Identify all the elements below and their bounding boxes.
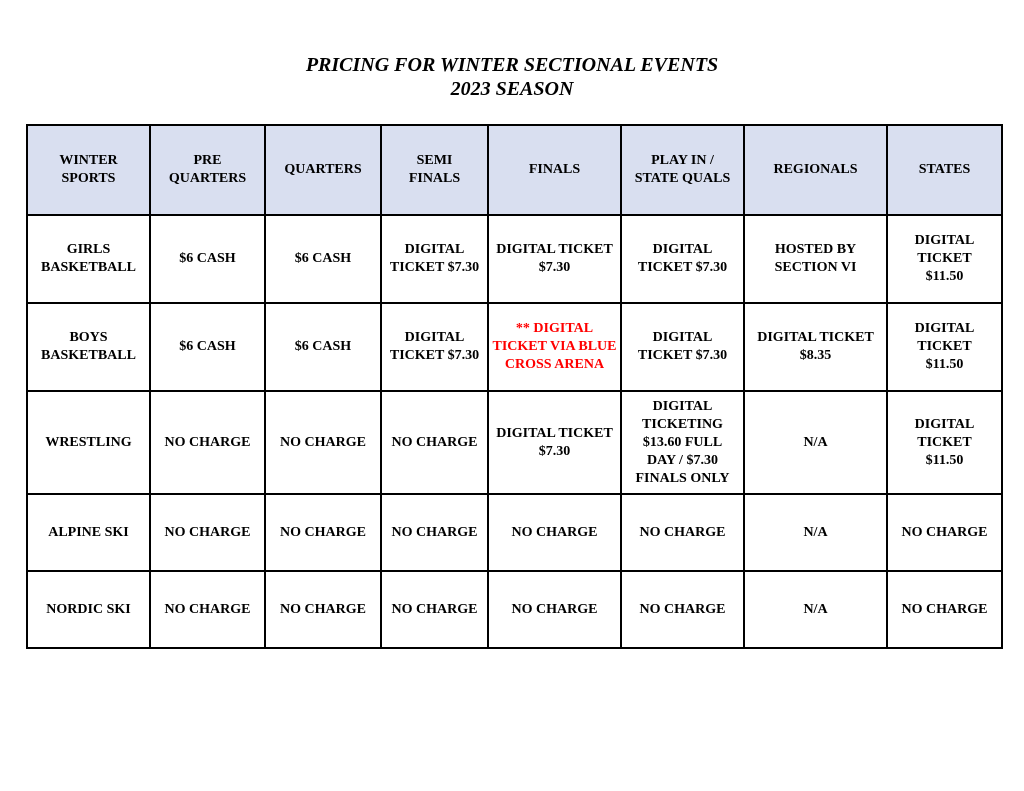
table-row [27,494,1002,571]
price-cell: DIGITAL TICKET $7.30 [381,215,488,303]
price-cell: NO CHARGE [488,571,621,648]
header-finals: FINALS [488,125,621,215]
price-cell: N/A [744,571,887,648]
document-subtitle: 2023 SEASON [450,78,574,100]
price-cell: NO CHARGE [150,494,265,571]
price-cell: DIGITAL TICKET $7.30 [488,215,621,303]
price-cell: NO CHARGE [621,571,744,648]
table-row [27,215,1002,303]
price-cell: HOSTED BY SECTION VI [744,215,887,303]
price-cell: DIGITAL TICKETING $13.60 FULL DAY / $7.30 FINALS ONLY [621,391,744,494]
price-cell: NO CHARGE [381,391,488,494]
price-cell: $6 CASH [150,303,265,391]
sport-cell: BOYS BASKETBALL [27,303,150,391]
header-semi-finals: SEMI FINALS [381,125,488,215]
header-pre-quarters: PRE QUARTERS [150,125,265,215]
price-cell: NO CHARGE [488,494,621,571]
price-cell: DIGITAL TICKET $7.30 [381,303,488,391]
pricing-table [26,124,1003,649]
price-cell: N/A [744,391,887,494]
sport-cell: NORDIC SKI [27,571,150,648]
price-cell: $6 CASH [265,215,381,303]
price-cell: NO CHARGE [265,571,381,648]
price-cell: $6 CASH [265,303,381,391]
sport-cell: ALPINE SKI [27,494,150,571]
header-states: STATES [887,125,1002,215]
price-cell: NO CHARGE [265,494,381,571]
price-cell: DIGITAL TICKET $11.50 [887,391,1002,494]
price-cell: NO CHARGE [150,571,265,648]
table-row [27,571,1002,648]
price-cell: NO CHARGE [150,391,265,494]
header-quarters: QUARTERS [265,125,381,215]
table-row [27,303,1002,391]
sport-cell: GIRLS BASKETBALL [27,215,150,303]
price-cell: DIGITAL TICKET $11.50 [887,215,1002,303]
price-cell: NO CHARGE [621,494,744,571]
header-winter-sports: WINTER SPORTS [27,125,150,215]
price-cell: NO CHARGE [381,571,488,648]
price-cell: NO CHARGE [887,571,1002,648]
price-cell: NO CHARGE [381,494,488,571]
price-cell: NO CHARGE [265,391,381,494]
header-play-in-state-quals: PLAY IN / STATE QUALS [621,125,744,215]
header-regionals: REGIONALS [744,125,887,215]
table-row [27,391,1002,494]
document-title: PRICING FOR WINTER SECTIONAL EVENTS [305,54,719,76]
price-cell: DIGITAL TICKET $7.30 [621,215,744,303]
price-cell: DIGITAL TICKET $8.35 [744,303,887,391]
price-cell: DIGITAL TICKET $7.30 [488,391,621,494]
sport-cell: WRESTLING [27,391,150,494]
price-cell: N/A [744,494,887,571]
highlighted-price-cell: ** DIGITAL TICKET VIA BLUE CROSS ARENA [488,303,621,391]
price-cell: $6 CASH [150,215,265,303]
header-row [27,125,1002,215]
price-cell: DIGITAL TICKET $11.50 [887,303,1002,391]
price-cell: DIGITAL TICKET $7.30 [621,303,744,391]
price-cell: NO CHARGE [887,494,1002,571]
